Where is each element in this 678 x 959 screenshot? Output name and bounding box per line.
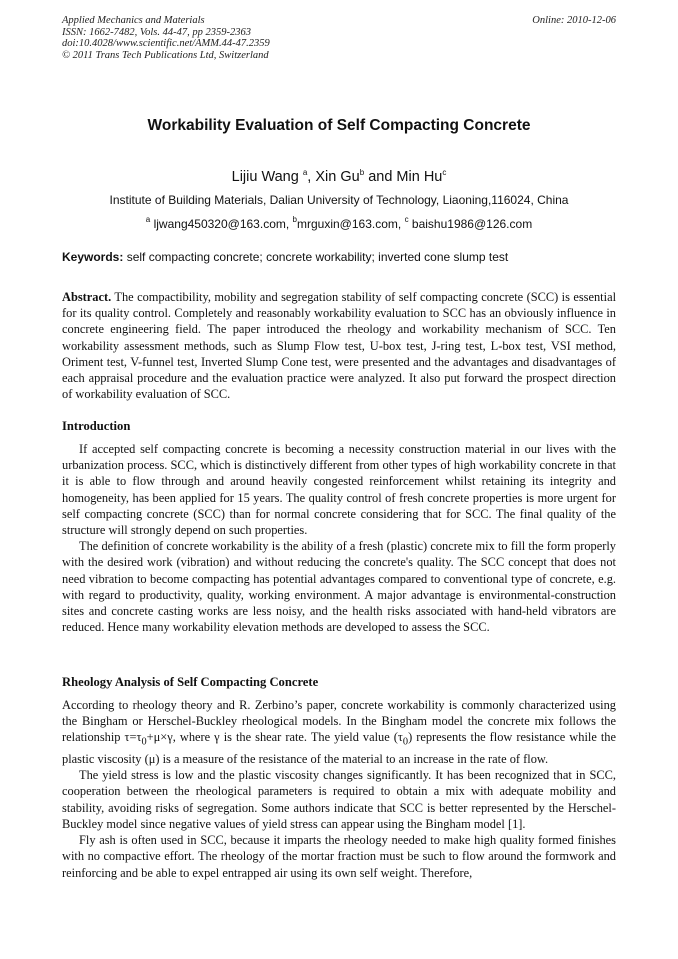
paragraph: The yield stress is low and the plastic viscosity changes significantly. It has been recognized that in SCC, cooperation between the rheological parameters is required to obtain a mix with adequate mobility and stability, avoiding risks of segregation. Some authors indicate that SCC is better represented by the Herschel-Buckley model since negative values of yield stress can appear using the Bingham model [1]. [62,768,616,831]
affiliation: Institute of Building Materials, Dalian University of Technology, Liaoning,116024, China [109,193,569,207]
issn-line: ISSN: 1662-7482, Vols. 44-47, pp 2359-2363 [62,26,251,38]
journal-header [62,15,270,61]
author-name: Xin Gu [315,169,360,185]
keywords-label: Keywords: [62,250,124,264]
author-separator: , [307,169,312,185]
email-address: baishu1986@126.com [411,217,533,231]
email-address: mrguxin@163.com, [297,217,402,231]
paragraph: According to rheology theory and R. Zerbino’s paper, concrete workability is commonly characterized using the Bingham or Herschel-Buckley rheological models. In the Bingham model the concrete mix follows the relationship $\tau=\tau_0+\mu\times\gamma$, where γ is the shear rate. The yield value $(\tau_0)$ represents the flow resistance while the plastic viscosity (μ) is a measure of the resistance of the material to an increase in the rate of flow. [62,698,617,767]
keywords-text: self compacting concrete; concrete workability; inverted cone slump test [126,250,509,264]
keywords [62,250,616,264]
section-heading-rheology: Rheology Analysis of Self Compacting Concrete [62,675,319,689]
author-affil-mark: b [359,168,365,177]
email-line [0,215,678,231]
author-affil-mark: a [302,168,308,177]
author-line [0,168,678,185]
abstract-label: Abstract. [62,290,112,304]
introduction-body [62,441,616,635]
doi-line: doi:10.4028/www.scientific.net/AMM.44-47.2359 [62,38,270,50]
author-name: Lijiu Wang [231,169,299,185]
paragraph: Fly ash is often used in SCC, because it imparts the rheology needed to make high quality formed finishes with no compactive effort. The rheology of the mortar fraction must be such to flow around the formwork and reinforcing and be able to expel entrapped air using its own self weight. Therefore, [62,833,616,880]
email-mark: b [292,215,297,224]
paragraph: The definition of concrete workability is the ability of a fresh (plastic) concrete mix to fill the form properly with the desired work (vibration) and without reducing the concrete's quality. The SCC concept that does not need vibration to become compacting has potential advantages compared to conventional type of concrete, e.g. with regard to productivity, quality, working environment. A major advantage is environmental-construction sites and concrete casting works are less noisy, and the health risks associated with hand-held vibrators are reduced. Hence many workability elevation methods are developed to assess the SCC. [62,539,616,635]
author-name: Min Hu [396,169,443,185]
paper-title: Workability Evaluation of Self Compacting Concrete [147,117,531,134]
online-date: Online: 2010-12-06 [532,15,616,26]
author-affil-mark: c [442,168,447,177]
abstract [62,289,616,402]
abstract-text: The compactibility, mobility and segregation stability of self compacting concrete (SCC) is essential for its quality control. Completely and reasonably workability evaluation to SCC has an obviously influence in concrete engineering field. The paper introduced the rheology and workability mechanism of SCC. Ten workability assessment methods, such as Slump Flow test, U-box test, J-ring test, L-box test, VSI method, Oriment test, V-funnel test, Inverted Slump Cone test, were presented and the advantages and disadvantages of each appraisal procedure and the evaluation practice were analyzed. It also put forward the prospect direction of workability evaluation of SCC. [62,290,617,402]
paragraph: If accepted self compacting concrete is becoming a necessity construction material in our lives with the urbanization process. SCC, which is distinctively different from other types of high workability concrete in that it is able to flow through and around heavily congested reinforcement whilst retaining its integrity and homogeneity, has been applied for 15 years. The quality control of fresh concrete properties is more urgent for self compacting concrete (SCC) than for normal concrete considering that for SCC. The final quality of the structure will strongly depend on such properties. [62,442,616,538]
email-mark: c [404,215,409,224]
rheology-body [62,697,616,881]
author-conjunction: and [368,169,393,185]
copyright-line: © 2011 Trans Tech Publications Ltd, Switzerland [62,49,269,61]
section-heading-introduction: Introduction [62,419,131,433]
email-mark: a [145,215,151,224]
journal-name: Applied Mechanics and Materials [62,15,205,26]
email-address: ljwang450320@163.com, [153,217,290,231]
